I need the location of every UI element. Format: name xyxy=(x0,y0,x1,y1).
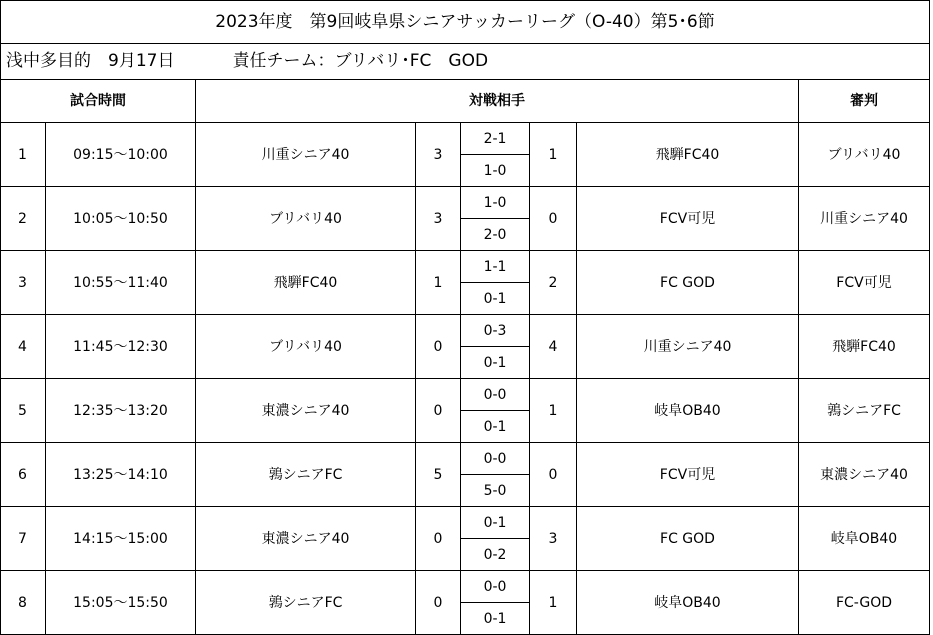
away-team: 飛騨FC40 xyxy=(577,123,799,187)
page-title: 2023年度 第9回岐阜県シニアサッカーリーグ（O-40）第5･6節 xyxy=(1,1,930,44)
away-team: 岐阜OB40 xyxy=(577,571,799,635)
referee-team: 鶉シニアFC xyxy=(799,379,930,443)
header-time: 試合時間 xyxy=(1,80,196,123)
away-score: 1 xyxy=(530,123,577,187)
second-half-score: 0-1 xyxy=(461,283,530,315)
first-half-score: 1-1 xyxy=(461,251,530,283)
home-team: 飛騨FC40 xyxy=(196,251,416,315)
second-half-score: 2-0 xyxy=(461,219,530,251)
home-team: 東濃シニア40 xyxy=(196,507,416,571)
home-score: 5 xyxy=(416,443,461,507)
away-team: 川重シニア40 xyxy=(577,315,799,379)
away-team: FCV可児 xyxy=(577,187,799,251)
match-number: 8 xyxy=(1,571,46,635)
second-half-score: 0-1 xyxy=(461,347,530,379)
match-row xyxy=(1,251,930,283)
match-time: 14:15～15:00 xyxy=(46,507,196,571)
match-row xyxy=(1,315,930,347)
match-time: 15:05～15:50 xyxy=(46,571,196,635)
first-half-score: 0-1 xyxy=(461,507,530,539)
first-half-score: 1-0 xyxy=(461,187,530,219)
home-team: ブリバリ40 xyxy=(196,187,416,251)
home-score: 3 xyxy=(416,187,461,251)
second-half-score: 0-2 xyxy=(461,539,530,571)
home-score: 1 xyxy=(416,251,461,315)
match-row xyxy=(1,123,930,155)
header-matchup: 対戦相手 xyxy=(196,80,799,123)
first-half-score: 0-0 xyxy=(461,379,530,411)
match-row xyxy=(1,571,930,603)
match-row xyxy=(1,507,930,539)
referee-team: 飛騨FC40 xyxy=(799,315,930,379)
referee-team: 東濃シニア40 xyxy=(799,443,930,507)
first-half-score: 0-0 xyxy=(461,571,530,603)
second-half-score: 1-0 xyxy=(461,155,530,187)
match-number: 6 xyxy=(1,443,46,507)
match-time: 10:55～11:40 xyxy=(46,251,196,315)
away-team: FC GOD xyxy=(577,507,799,571)
home-team: 鶉シニアFC xyxy=(196,443,416,507)
match-number: 4 xyxy=(1,315,46,379)
away-score: 1 xyxy=(530,571,577,635)
first-half-score: 2-1 xyxy=(461,123,530,155)
referee-team: 川重シニア40 xyxy=(799,187,930,251)
away-score: 4 xyxy=(530,315,577,379)
home-score: 0 xyxy=(416,571,461,635)
first-half-score: 0-0 xyxy=(461,443,530,475)
away-score: 1 xyxy=(530,379,577,443)
match-number: 7 xyxy=(1,507,46,571)
home-team: ブリバリ40 xyxy=(196,315,416,379)
away-score: 0 xyxy=(530,187,577,251)
match-number: 1 xyxy=(1,123,46,187)
match-number: 5 xyxy=(1,379,46,443)
away-score: 0 xyxy=(530,443,577,507)
away-team: FCV可児 xyxy=(577,443,799,507)
match-row xyxy=(1,379,930,411)
referee-team: FCV可児 xyxy=(799,251,930,315)
second-half-score: 0-1 xyxy=(461,411,530,443)
first-half-score: 0-3 xyxy=(461,315,530,347)
second-half-score: 5-0 xyxy=(461,475,530,507)
match-number: 3 xyxy=(1,251,46,315)
second-half-score: 0-1 xyxy=(461,603,530,635)
referee-team: ブリバリ40 xyxy=(799,123,930,187)
match-time: 09:15～10:00 xyxy=(46,123,196,187)
away-score: 3 xyxy=(530,507,577,571)
home-score: 0 xyxy=(416,379,461,443)
away-score: 2 xyxy=(530,251,577,315)
away-team: FC GOD xyxy=(577,251,799,315)
home-team: 川重シニア40 xyxy=(196,123,416,187)
header-referee: 審判 xyxy=(799,80,930,123)
match-time: 13:25～14:10 xyxy=(46,443,196,507)
match-number: 2 xyxy=(1,187,46,251)
home-score: 0 xyxy=(416,315,461,379)
venue-date: 浅中多目的 9月17日 xyxy=(6,51,175,71)
home-team: 鶉シニアFC xyxy=(196,571,416,635)
referee-team: 岐阜OB40 xyxy=(799,507,930,571)
match-row xyxy=(1,443,930,475)
away-team: 岐阜OB40 xyxy=(577,379,799,443)
match-row xyxy=(1,187,930,219)
match-time: 12:35～13:20 xyxy=(46,379,196,443)
home-score: 3 xyxy=(416,123,461,187)
event-info xyxy=(1,44,930,80)
home-team: 東濃シニア40 xyxy=(196,379,416,443)
referee-team: FC-GOD xyxy=(799,571,930,635)
responsible-team: 責任チーム：ブリバリ･FC GOD xyxy=(232,51,489,71)
match-time: 11:45～12:30 xyxy=(46,315,196,379)
home-score: 0 xyxy=(416,507,461,571)
match-time: 10:05～10:50 xyxy=(46,187,196,251)
